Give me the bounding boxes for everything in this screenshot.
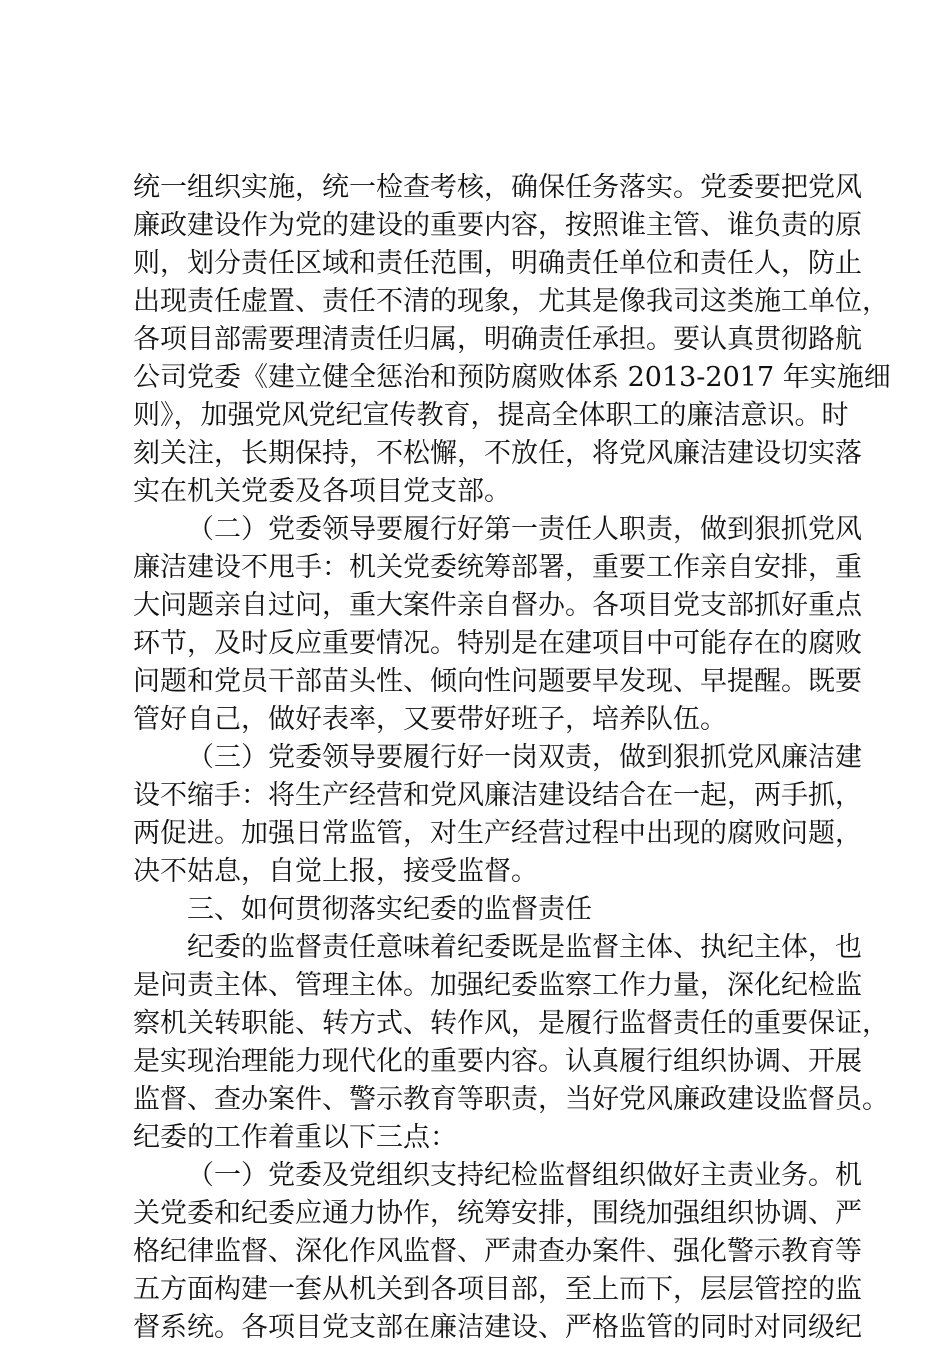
text-line: 纪委的工作着重以下三点： — [133, 1122, 457, 1153]
text-line: 设不缩手：将生产经营和党风廉洁建设结合在一起，两手抓， — [133, 780, 862, 811]
paragraph-heading: （二）党委领导要履行好第一责任人职责，做到狠抓党风 — [187, 514, 862, 545]
text-line: 公司党委《建立健全惩治和预防腐败体系 2013-2017 年实施细 — [133, 362, 891, 393]
text-line: 管好自己，做好表率，又要带好班子，培养队伍。 — [133, 704, 727, 735]
text-line: 关党委和纪委应通力协作，统筹安排，围绕加强组织协调、严 — [133, 1198, 862, 1229]
text-line: 廉政建设作为党的建设的重要内容，按照谁主管、谁负责的原 — [133, 210, 862, 241]
text-line: 纪委的监督责任意味着纪委既是监督主体、执纪主体，也 — [187, 932, 862, 963]
section-heading: 三、如何贯彻落实纪委的监督责任 — [187, 894, 592, 925]
text-line: 则，划分责任区域和责任范围，明确责任单位和责任人，防止 — [133, 248, 862, 279]
text-line: 环节，及时反应重要情况。特别是在建项目中可能存在的腐败 — [133, 628, 862, 659]
paragraph-heading: （一）党委及党组织支持纪检监督组织做好主责业务。机 — [187, 1160, 862, 1191]
text-line: 察机关转职能、转方式、转作风，是履行监督责任的重要保证， — [133, 1008, 889, 1039]
text-line: 五方面构建一套从机关到各项目部，至上而下，层层管控的监 — [133, 1274, 862, 1305]
text-line: 两促进。加强日常监管，对生产经营过程中出现的腐败问题， — [133, 818, 862, 849]
text-line: 实在机关党委及各项目党支部。 — [133, 476, 511, 507]
text-line: 决不姑息，自觉上报，接受监督。 — [133, 856, 538, 887]
text-line: 格纪律监督、深化作风监督、严肃查办案件、强化警示教育等 — [133, 1236, 862, 1267]
text-line: 则》，加强党风党纪宣传教育，提高全体职工的廉洁意识。时 — [133, 400, 849, 431]
text-line: 是实现治理能力现代化的重要内容。认真履行组织协调、开展 — [133, 1046, 862, 1077]
text-line: 刻关注，长期保持，不松懈，不放任，将党风廉洁建设切实落 — [133, 438, 862, 469]
text-line: 督系统。各项目党支部在廉洁建设、严格监管的同时对同级纪 — [133, 1312, 862, 1343]
text-line: 出现责任虚置、责任不清的现象，尤其是像我司这类施工单位， — [133, 286, 889, 317]
text-line: 问题和党员干部苗头性、倾向性问题要早发现、早提醒。既要 — [133, 666, 862, 697]
text-line: 廉洁建设不甩手：机关党委统筹部署，重要工作亲自安排，重 — [133, 552, 862, 583]
text-line: 统一组织实施，统一检查考核，确保任务落实。党委要把党风 — [133, 172, 862, 203]
text-line: 大问题亲自过问，重大案件亲自督办。各项目党支部抓好重点 — [133, 590, 862, 621]
text-line: 各项目部需要理清责任归属，明确责任承担。要认真贯彻路航 — [133, 324, 862, 355]
text-line: 监督、查办案件、警示教育等职责，当好党风廉政建设监督员。 — [133, 1084, 889, 1115]
paragraph-heading: （三）党委领导要履行好一岗双责，做到狠抓党风廉洁建 — [187, 742, 862, 773]
text-line: 是问责主体、管理主体。加强纪委监察工作力量，深化纪检监 — [133, 970, 862, 1001]
